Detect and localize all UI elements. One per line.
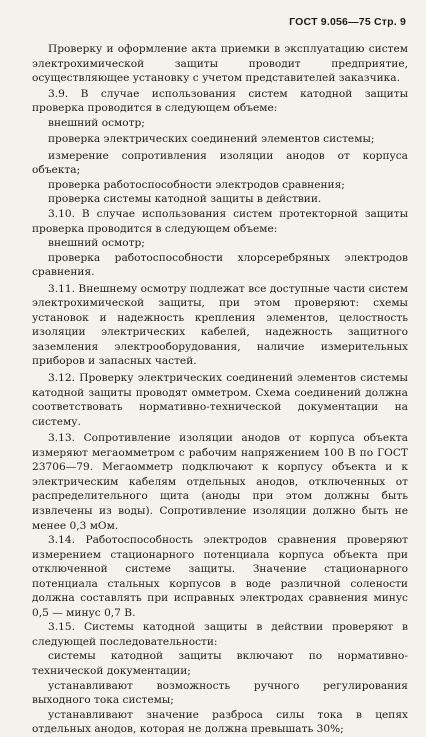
paragraph-3-15: 3.15. Системы катодной защиты в действии проверяют в следующей последовательности: [32,621,408,648]
paragraph-3-9: 3.9. В случае использования систем катодной защиты проверка проводится в следующем объеме: [32,87,408,115]
list-item-visual-inspection-2: внешний осмотр; [48,237,145,250]
document-body [32,42,408,737]
list-item-visual-inspection: внешний осмотр; [48,116,145,129]
list-item-manual-regulation: устанавливают возможность ручного регулирования выходного тока системы; [32,679,408,707]
paragraph-3-14: 3.14. Работоспособность электродов сравнения проверяют измерением стационарного потенциала корпуса объекта при отключенной системе защиты. Значение стационарного потенциала стальных корпусов в воде различной солености должна составлять при исправных электродах сравнения минус 0,5 — минус 0,7 В. [32,534,408,619]
list-item-switch-on: системы катодной защиты включают по нормативно-технической документации; [32,650,408,677]
paragraph-acceptance-act: Проверку и оформление акта приемки в эксплуатацию систем электрохимической защиты проводит предприятие, осуществляющее установку с учетом представителей заказчика. [32,43,408,85]
paragraph-3-12: 3.12. Проверку электрических соединений элементов системы катодной защиты проводят омметром. Схема соединений должна соответствовать нормативно-технической документации на систему. [32,372,408,428]
list-item-electrical-connections: проверка электрических соединений элементов системы; [48,133,375,146]
page-header: ГОСТ 9.056—75 Стр. 9 [289,16,406,28]
list-item-reference-electrodes: проверка работоспособности электродов сравнения; [48,178,345,191]
list-item-silver-chloride-electrodes: проверка работоспособности хлорсеребряных электродов сравнения. [32,251,408,279]
paragraph-3-13: 3.13. Сопротивление изоляции анодов от корпуса объекта измеряют мегаомметром с рабочим напряжением 100 В по ГОСТ 23706—79. Мегаомметр подключают к корпусу объекта и к электрическим кабелям отдельных анодов, отключенных от распределительного щита (аноды при этом должны быть извлечены из воды). Сопротивление изоляции должно быть не менее 0,3 мОм. [32,432,408,532]
list-item-system-operation: проверка системы катодной защиты в действии. [48,193,322,206]
list-item-insulation-resistance: измерение сопротивления изоляции анодов от корпуса объекта; [32,149,408,177]
paragraph-3-10: 3.10. В случае использования систем протекторной защиты проверка проводится в следующем объеме: [32,208,408,235]
list-item-current-spread: устанавливают значение разброса силы тока в цепях отдельных анодов, которая не должна превышать 30%; [32,708,408,736]
paragraph-3-11: 3.11. Внешнему осмотру подлежат все доступные части систем электрохимической защиты, при этом проверяют: схемы установок и надежность крепления элементов, целостность изоляции электрических кабелей, надежность защитного заземления электрооборудования, наличие измерительных приборов и запасных частей. [32,282,408,368]
